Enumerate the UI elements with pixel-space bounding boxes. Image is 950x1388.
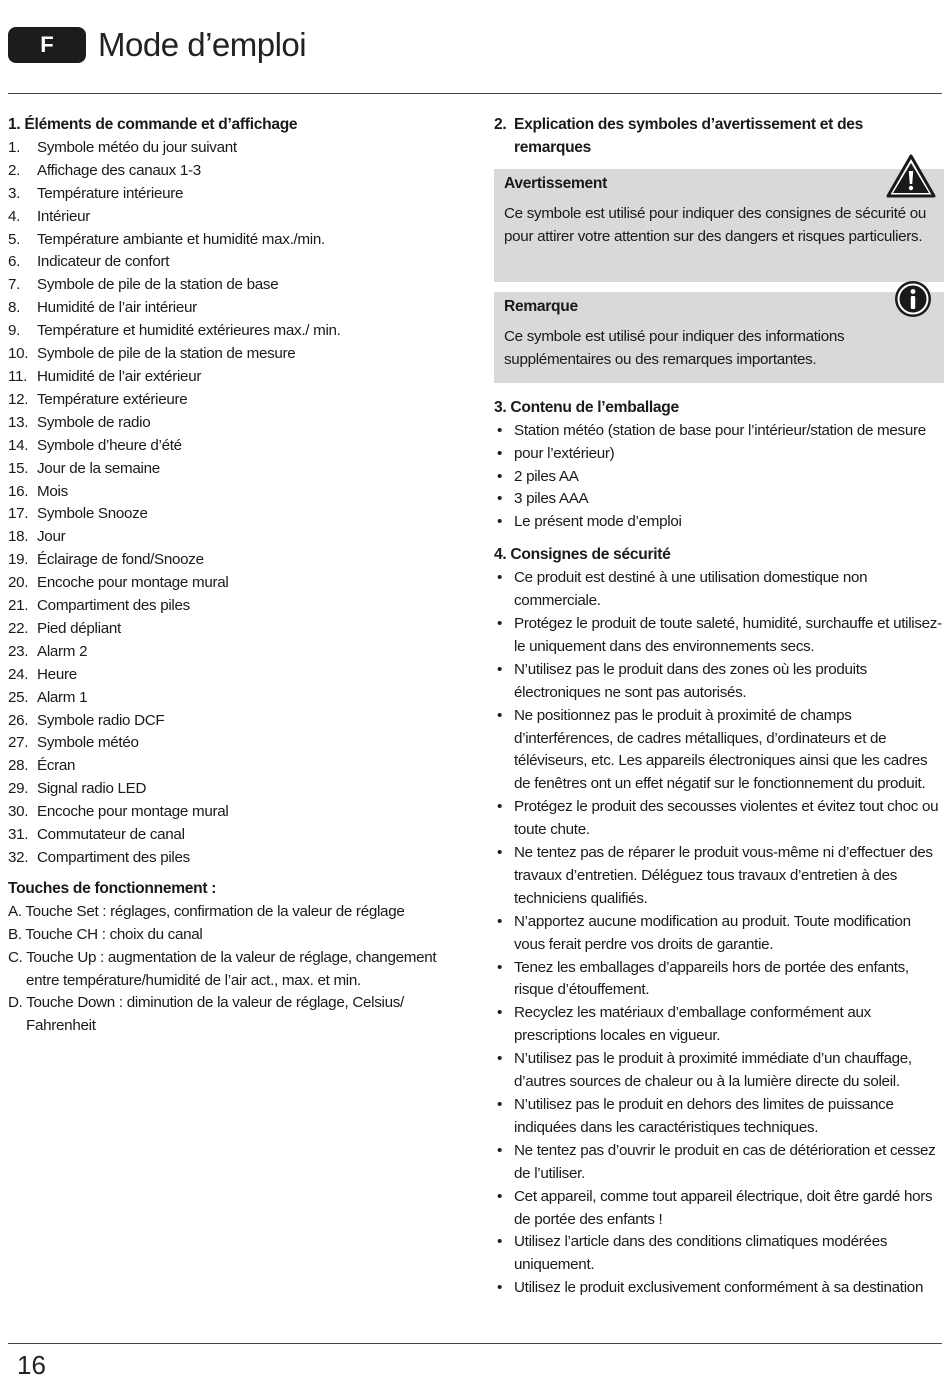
element-label: Heure [37, 665, 77, 683]
element-list-item [8, 710, 468, 733]
element-label: Symbole de pile de la station de mesure [37, 345, 296, 363]
element-number: 30. [8, 803, 29, 821]
element-number: 7. [8, 276, 21, 294]
element-label: Symbole météo du jour suivant [37, 138, 237, 156]
safety-list [494, 567, 944, 1300]
element-label: Symbole météo [37, 734, 139, 752]
element-label: Température intérieure [37, 184, 184, 202]
warning-triangle-icon [886, 154, 936, 198]
keys-list [8, 901, 468, 1038]
elements-list [8, 137, 468, 870]
element-number: 27. [8, 734, 29, 752]
element-label: Humidité de l’air intérieur [37, 299, 197, 317]
element-number: 14. [8, 436, 29, 454]
element-number: 5. [8, 230, 21, 248]
note-text: Ce symbole est utilisé pour indiquer des informations supplémentaires ou des remarques importantes. [504, 327, 845, 368]
safety-list-item: • Protégez le produit des secousses violentes et évitez tout choc ou toute chute. [494, 796, 944, 842]
element-list-item [8, 847, 468, 870]
element-number: 9. [8, 322, 21, 340]
warning-text: Ce symbole est utilisé pour indiquer des consignes de sécurité ou pour attirer votre attention sur des dangers et risques particuliers. [504, 204, 927, 245]
element-label: Symbole de pile de la station de base [37, 276, 279, 294]
element-list-item [8, 389, 468, 412]
element-label: Indicateur de confort [37, 253, 170, 271]
element-number: 13. [8, 413, 29, 431]
element-list-item [8, 641, 468, 664]
element-label: Symbole de radio [37, 413, 151, 431]
element-number: 26. [8, 711, 29, 729]
page-number: 16 [17, 1350, 46, 1380]
element-list-item [8, 664, 468, 687]
element-list-item [8, 343, 468, 366]
element-number: 4. [8, 207, 21, 225]
language-badge: F [8, 27, 86, 63]
element-list-item [8, 229, 468, 252]
element-number: 1. [8, 138, 21, 156]
note-box [494, 292, 944, 383]
element-number: 15. [8, 459, 29, 477]
element-label: Éclairage de fond/Snooze [37, 551, 204, 569]
package-list-item: • 2 piles AA [494, 466, 944, 489]
element-label: Humidité de l’air extérieur [37, 367, 202, 385]
footer-divider [8, 1343, 942, 1344]
element-number: 18. [8, 528, 29, 546]
section-4-title: 4. Consignes de sécurité [494, 546, 671, 564]
note-title: Remarque [504, 297, 578, 315]
package-list-item: • pour l’extérieur) [494, 443, 944, 466]
element-label: Jour [37, 528, 66, 546]
element-list-item [8, 618, 468, 641]
element-label: Symbole d’heure d’été [37, 436, 182, 454]
safety-list-item: • Utilisez l’article dans des conditions climatiques modérées uniquement. [494, 1231, 944, 1277]
element-list-item [8, 458, 468, 481]
safety-list-item: • N’utilisez pas le produit à proximité immédiate d’un chauffage, d’autres sources de chaleur ou à la lumière directe du soleil. [494, 1048, 944, 1094]
safety-list-item: • N’apportez aucune modification au produit. Toute modification vous ferait perdre vos droits de garantie. [494, 911, 944, 957]
package-list-item: • Le présent mode d’emploi [494, 511, 944, 534]
package-list-item: • Station météo (station de base pour l’intérieur/station de mesure [494, 420, 944, 443]
element-list-item [8, 297, 468, 320]
element-label: Encoche pour montage mural [37, 803, 229, 821]
element-label: Température extérieure [37, 390, 188, 408]
warning-box [494, 169, 944, 282]
element-label: Écran [37, 757, 76, 775]
element-list-item [8, 435, 468, 458]
element-list-item [8, 755, 468, 778]
element-number: 10. [8, 345, 29, 363]
safety-list-item: • Recyclez les matériaux d’emballage conformément aux prescriptions locales en vigueur. [494, 1002, 944, 1048]
element-list-item [8, 137, 468, 160]
page-title: Mode d’emploi [98, 26, 307, 63]
element-list-item [8, 274, 468, 297]
element-number: 32. [8, 849, 29, 866]
element-list-item [8, 481, 468, 504]
element-number: 11. [8, 367, 28, 385]
safety-list-item: • Ne tentez pas de réparer le produit vous-même ni d’effectuer des travaux d’entretien. Déléguez tous travaux d’entretien à des techniciens qualifiés. [494, 842, 944, 911]
element-list-item [8, 526, 468, 549]
section-1-title: 1. Éléments de commande et d’affichage [8, 116, 298, 133]
element-list-item [8, 824, 468, 847]
warning-title: Avertissement [504, 174, 607, 192]
section-2-number: 2. [494, 116, 507, 133]
element-label: Pied dépliant [37, 619, 121, 637]
element-list-item [8, 183, 468, 206]
right-column [494, 114, 944, 1300]
safety-list-item: • Ce produit est destiné à une utilisation domestique non commerciale. [494, 567, 944, 613]
element-list-item [8, 206, 468, 229]
left-column [8, 114, 468, 1038]
element-number: 31. [8, 826, 29, 844]
element-number: 20. [8, 574, 29, 592]
element-number: 29. [8, 780, 29, 798]
element-label: Intérieur [37, 207, 91, 225]
element-list-item [8, 572, 468, 595]
element-number: 21. [8, 597, 29, 615]
page-header [8, 26, 306, 64]
element-label: Signal radio LED [37, 780, 147, 798]
element-label: Symbole radio DCF [37, 711, 165, 729]
element-list-item [8, 366, 468, 389]
section-2-title-text: Explication des symboles d’avertissement et des remarques [514, 116, 864, 156]
element-label: Compartiment des piles [37, 849, 190, 866]
element-number: 28. [8, 757, 29, 775]
element-list-item [8, 801, 468, 824]
element-number: 8. [8, 299, 21, 317]
key-list-item: D. Touche Down : diminution de la valeur de réglage, Celsius/ Fahrenheit [8, 994, 404, 1035]
element-label: Jour de la semaine [37, 459, 160, 477]
element-number: 24. [8, 665, 29, 683]
element-number: 25. [8, 688, 29, 706]
safety-list-item: • Ne tentez pas d’ouvrir le produit en cas de détérioration et cessez de l’utiliser. [494, 1140, 944, 1186]
safety-list-item: • Tenez les emballages d’appareils hors de portée des enfants, risque d’étouffement. [494, 957, 944, 1003]
safety-list-item: • Utilisez le produit exclusivement conformément à sa destination [494, 1277, 944, 1300]
element-list-item [8, 549, 468, 572]
info-icon [894, 280, 932, 318]
package-list [494, 420, 944, 535]
package-list-item: • 3 piles AAA [494, 488, 944, 511]
key-list-item: B. Touche CH : choix du canal [8, 925, 203, 943]
element-list-item [8, 251, 468, 274]
element-list-item [8, 732, 468, 755]
element-number: 22. [8, 619, 29, 637]
element-label: Température et humidité extérieures max./ min. [37, 322, 341, 340]
key-list-item: C. Touche Up : augmentation de la valeur de réglage, changement entre température/humidité de l’air act., max. et min. [8, 948, 437, 989]
element-list-item [8, 412, 468, 435]
key-list-item: A. Touche Set : réglages, confirmation de la valeur de réglage [8, 902, 405, 920]
section-2-title [494, 114, 944, 160]
element-number: 2. [8, 161, 21, 179]
element-label: Encoche pour montage mural [37, 574, 229, 592]
element-list-item [8, 595, 468, 618]
element-label: Compartiment des piles [37, 597, 190, 615]
element-label: Symbole Snooze [37, 505, 148, 523]
element-list-item [8, 778, 468, 801]
element-number: 12. [8, 390, 29, 408]
safety-list-item: • N’utilisez pas le produit en dehors des limites de puissance indiquées dans les caractéristiques techniques. [494, 1094, 944, 1140]
element-number: 19. [8, 551, 29, 569]
element-label: Alarm 1 [37, 688, 88, 706]
element-label: Alarm 2 [37, 642, 88, 660]
element-number: 16. [8, 482, 29, 500]
element-number: 6. [8, 253, 21, 271]
keys-title: Touches de fonctionnement : [8, 879, 217, 897]
element-list-item [8, 503, 468, 526]
element-label: Mois [37, 482, 68, 500]
element-label: Température ambiante et humidité max./min. [37, 230, 325, 248]
element-number: 17. [8, 505, 29, 523]
header-divider [8, 93, 942, 94]
element-list-item [8, 160, 468, 183]
safety-list-item: • Ne positionnez pas le produit à proximité de champs d’interférences, de cadres métalliques, d’ordinateurs et de téléviseurs, etc. Les appareils électroniques ainsi que les cadres de fenêtres ont un effet négatif sur le fonctionnement du produit. [494, 705, 944, 797]
safety-list-item: • N’utilisez pas le produit dans des zones où les produits électroniques ne sont pas autorisés. [494, 659, 944, 705]
element-number: 3. [8, 184, 21, 202]
section-3-title: 3. Contenu de l’emballage [494, 398, 679, 416]
element-label: Commutateur de canal [37, 826, 185, 844]
element-list-item [8, 687, 468, 710]
safety-list-item: • Protégez le produit de toute saleté, humidité, surchauffe et utilisez-le uniquement dans des environnements secs. [494, 613, 944, 659]
element-label: Affichage des canaux 1-3 [37, 161, 201, 179]
safety-list-item: • Cet appareil, comme tout appareil électrique, doit être gardé hors de portée des enfants ! [494, 1186, 944, 1232]
element-number: 23. [8, 642, 29, 660]
element-list-item [8, 320, 468, 343]
